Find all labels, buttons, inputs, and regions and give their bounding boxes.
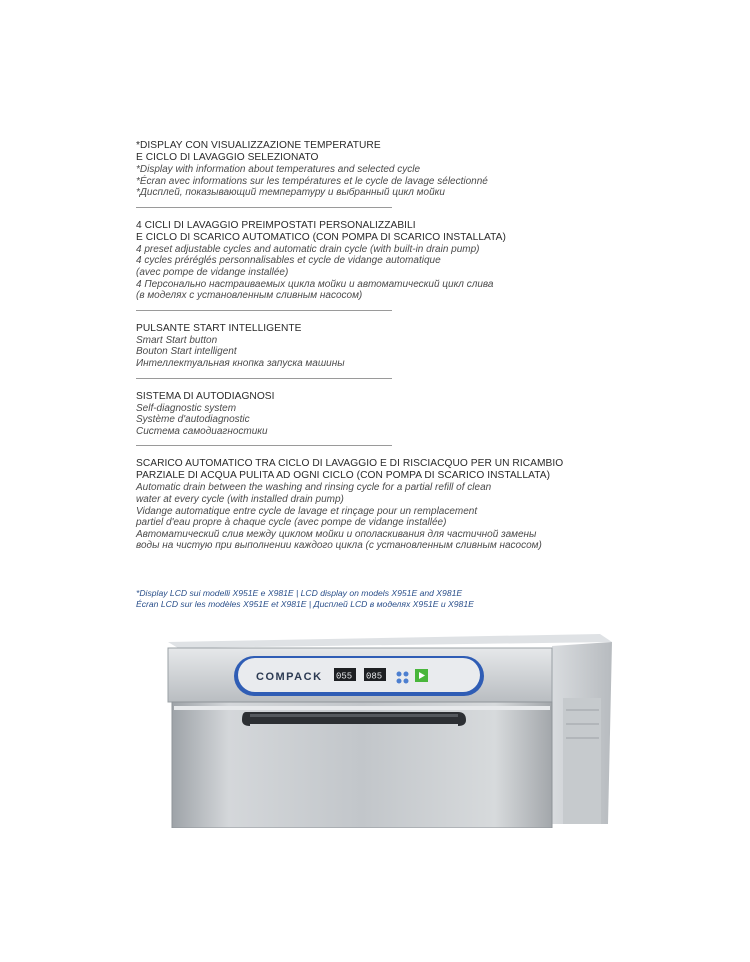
- divider: [136, 310, 392, 311]
- footnote: [136, 588, 616, 610]
- feature-display: [136, 140, 606, 199]
- dishwasher-image: [0, 628, 750, 828]
- feature-translation: Bouton Start intelligent: [136, 346, 237, 358]
- feature-translation: Self-diagnostic system: [136, 402, 237, 414]
- feature-translation: Интеллектуальная кнопка запуска машины: [136, 357, 345, 369]
- feature-translation: (avec pompe de vidange installée): [136, 266, 289, 278]
- footnote-line: Écran LCD sur les modèles X951E et X981E | Дисплей LCD в моделях X951E и X981E: [136, 599, 474, 609]
- feature-cycles: [136, 220, 606, 302]
- divider: [136, 378, 392, 379]
- divider: [136, 445, 392, 446]
- feature-translation: partiel d'eau propre à chaque cycle (avec pompe de vidange installée): [136, 517, 447, 529]
- feature-translation: Система самодиагностики: [136, 425, 268, 437]
- feature-title: SISTEMA DI AUTODIAGNOSI: [136, 390, 275, 402]
- feature-translation: Автоматический слив между циклом мойки и ополаскивания для частичной замены: [136, 528, 537, 540]
- feature-translation: Smart Start button: [136, 334, 218, 346]
- feature-translation: воды на чистую при выполнении каждого цикла (с установленным сливным насосом): [136, 540, 542, 552]
- feature-title: SCARICO AUTOMATICO TRA CICLO DI LAVAGGIO E DI RISCIACQUO PER UN RICAMBIO: [136, 458, 564, 470]
- feature-start-button: [136, 323, 606, 370]
- svg-text:055: 055: [336, 671, 353, 682]
- feature-auto-drain: [136, 458, 606, 552]
- feature-title: PARZIALE DI ACQUA PULITA AD OGNI CICLO (CON POMPA DI SCARICO INSTALLATA): [136, 470, 551, 482]
- feature-list: [136, 140, 606, 552]
- brand-logo: COMPACK: [256, 671, 323, 683]
- divider: [136, 207, 392, 208]
- footnote-line: *Display LCD sui modelli X951E e X981E | LCD display on models X951E and X981E: [136, 588, 463, 598]
- feature-translation: *Дисплей, показывающий температуру и выбранный цикл мойки: [136, 187, 445, 199]
- feature-translation: 4 preset adjustable cycles and automatic drain cycle (with built-in drain pump): [136, 243, 480, 255]
- feature-translation: 4 Персонально настраиваемых цикла мойки и автоматический цикл слива: [136, 278, 494, 290]
- feature-title: *DISPLAY CON VISUALIZZAZIONE TEMPERATURE: [136, 140, 381, 151]
- feature-translation: Système d'autodiagnostic: [136, 414, 250, 426]
- feature-title: PULSANTE START INTELLIGENTE: [136, 322, 302, 334]
- svg-text:085: 085: [366, 671, 383, 682]
- feature-translation: Automatic drain between the washing and rinsing cycle for a partial refill of clean: [136, 482, 492, 494]
- feature-translation: 4 cycles préréglés personnalisables et cycle de vidange automatique: [136, 255, 441, 267]
- feature-translation: Vidange automatique entre cycle de lavage et rinçage pour un remplacement: [136, 505, 478, 517]
- feature-translation: *Écran avec informations sur les températures et le cycle de lavage sélectionné: [136, 175, 488, 187]
- machine-top: [168, 634, 612, 648]
- feature-translation: *Display with information about temperatures and selected cycle: [136, 164, 421, 175]
- feature-translation: (в моделях с установленным сливным насосом): [136, 290, 363, 302]
- feature-title: E CICLO DI LAVAGGIO SELEZIONATO: [136, 152, 319, 163]
- feature-self-diagnosis: [136, 391, 606, 438]
- feature-title: E CICLO DI SCARICO AUTOMATICO (CON POMPA DI SCARICO INSTALLATA): [136, 231, 506, 243]
- feature-title: 4 CICLI DI LAVAGGIO PREIMPOSTATI PERSONALIZZABILI: [136, 219, 416, 231]
- feature-translation: water at every cycle (with installed drain pump): [136, 493, 344, 505]
